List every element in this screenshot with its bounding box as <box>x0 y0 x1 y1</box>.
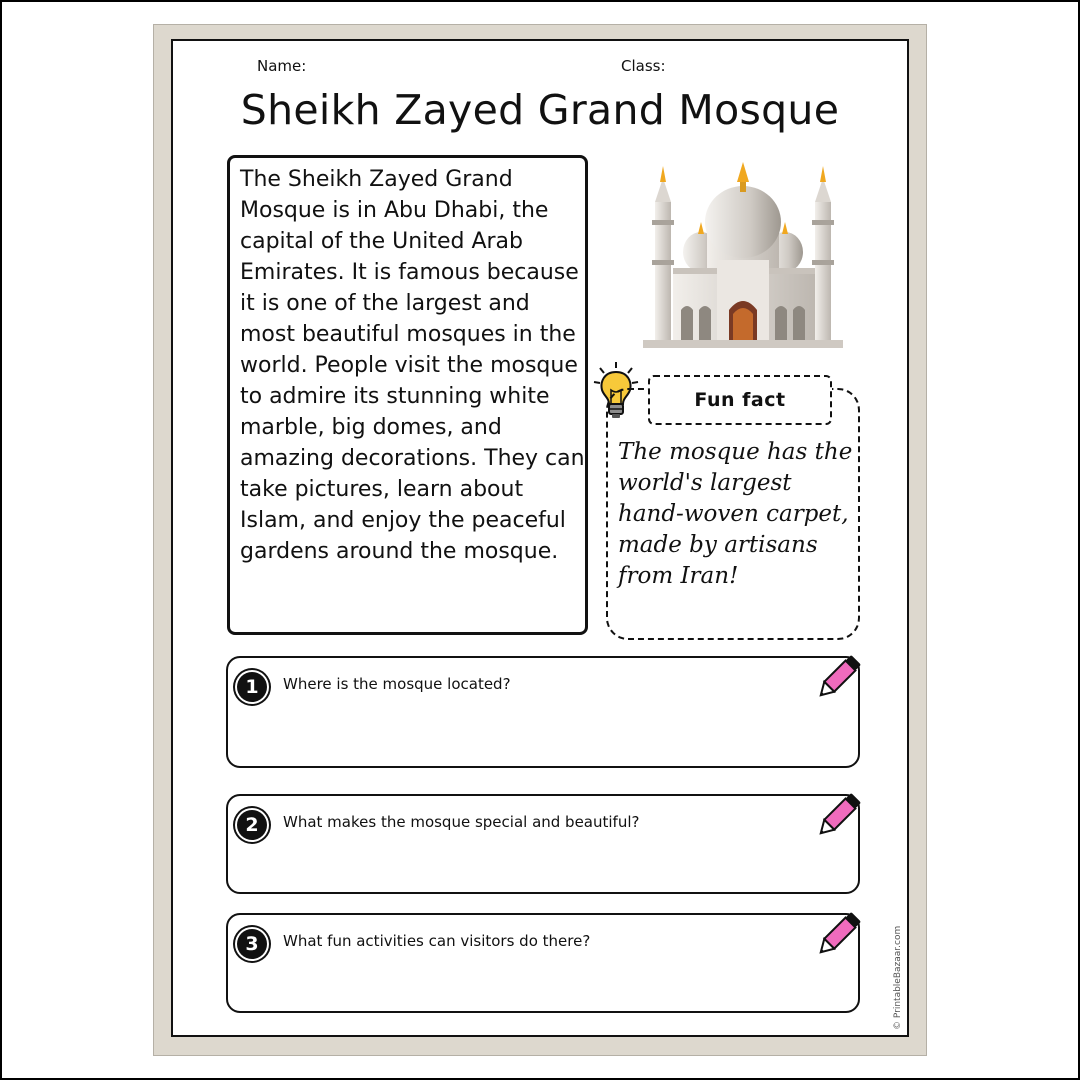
pencil-icon <box>816 786 868 838</box>
reading-passage-text: The Sheikh Zayed Grand Mosque is in Abu Dhabi, the capital of the United Arab Emirates. It is famous because it is one of the largest and most beautiful mosques in the world. People visit the mosque to admire its stunning white marble, big domes, and amazing decorations. They can take pictures, learn about Islam, and enjoy the peaceful gardens around the mosque. <box>240 167 585 564</box>
reading-passage-box <box>227 155 588 635</box>
class-label: Class: <box>621 57 666 75</box>
fun-fact-text: The mosque has the world's largest hand-woven carpet, made by artisans from Iran! <box>618 439 853 589</box>
question-2-number: 2 <box>237 810 267 840</box>
question-3-answer-box[interactable] <box>226 913 860 1013</box>
question-2-text: What makes the mosque special and beautiful? <box>283 813 640 831</box>
pencil-icon <box>816 648 868 700</box>
question-1-text: Where is the mosque located? <box>283 675 511 693</box>
mosque-illustration <box>643 160 843 348</box>
fun-fact-title: Fun fact <box>648 375 832 425</box>
question-3-number: 3 <box>237 929 267 959</box>
question-3-text: What fun activities can visitors do there? <box>283 932 591 950</box>
page-title: Sheikh Zayed Grand Mosque <box>240 86 840 134</box>
question-2-answer-box[interactable] <box>226 794 860 894</box>
copyright-notice: © PrintableBazaar.com <box>893 925 903 1030</box>
name-label: Name: <box>257 57 307 75</box>
question-1-number: 1 <box>237 672 267 702</box>
question-1-answer-box[interactable] <box>226 656 860 768</box>
pencil-icon <box>816 905 868 957</box>
